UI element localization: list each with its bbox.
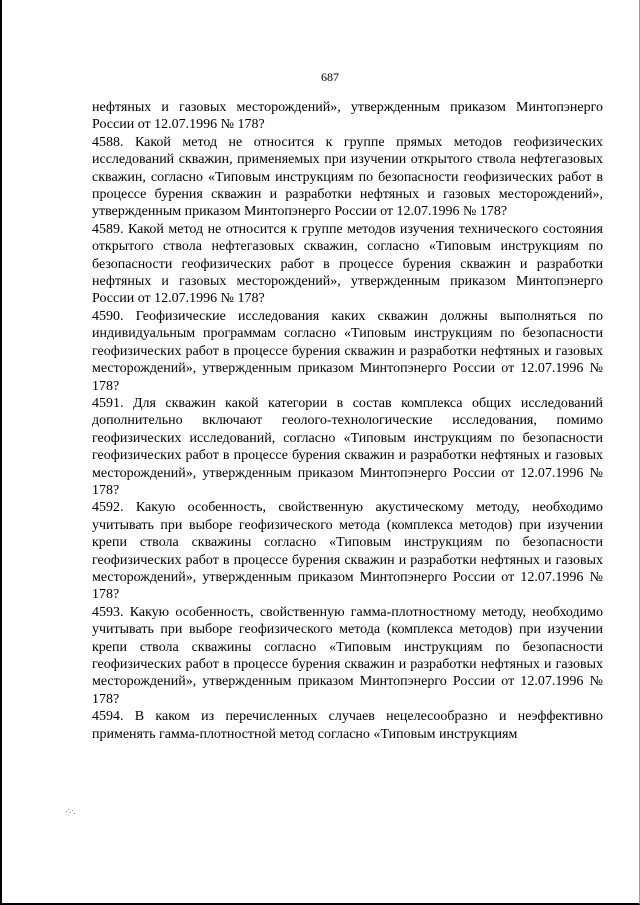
question-4592: 4592. Какую особенность, свойственную акустическому методу, необходимо учитывать при выборе геофизического метода (комплекса методов) при изучении крепи ствола скважины согласно «Типовым инструкциям по безопасности геофизических работ в процессе бурения скважин и разработки нефтяных и газовых месторождений», утвержденным приказом Минтопэнерго России от 12.07.1996 № 178?: [92, 500, 603, 603]
question-4589: 4589. Какой метод не относится к группе методов изучения технического состояния открытого ствола нефтегазовых скважин, согласно «Типовым инструкциям по безопасности геофизических работ в процессе бурения скважин и разработки нефтяных и газовых месторождений», утвержденным приказом Минтопэнерго России от 12.07.1996 № 178?: [92, 221, 603, 307]
scan-speck: [66, 808, 75, 814]
question-4594: 4594. В каком из перечисленных случаев нецелесообразно и неэффективно применять гамма-плотностной метод согласно «Типовым инструкциям: [92, 709, 603, 742]
question-4588: 4588. Какой метод не относится к группе прямых методов геофизических исследований скважин, применяемых при изучении открытого ствола нефтегазовых скважин, согласно «Типовым инструкциям по безопасности геофизических работ в процессе бурения скважин и разработки нефтяных и газовых месторождений», утвержденным приказом Минтопэнерго России от 12.07.1996 № 178?: [92, 134, 603, 220]
question-4591: 4591. Для скважин какой категории в состав комплекса общих исследований дополнительно включают геолого-технологические исследования, помимо геофизических исследований, согласно «Типовым инструкциям по безопасности геофизических работ в процессе бурения скважин и разработки нефтяных и газовых месторождений», утвержденным приказом Минтопэнерго России от 12.07.1996 № 178?: [92, 395, 603, 498]
question-4593: 4593. Какую особенность, свойственную гамма-плотностному методу, необходимо учитывать при выборе геофизического метода (комплекса методов) при изучении крепи ствола скважины согласно «Типовым инструкциям по безопасности геофизических работ в процессе бурения скважин и разработки нефтяных и газовых месторождений», утвержденным приказом Минтопэнерго России от 12.07.1996 № 178?: [92, 604, 603, 707]
page-number: 687: [321, 70, 339, 84]
question-4590: 4590. Геофизические исследования каких скважин должны выполняться по индивидуальным программам согласно «Типовым инструкциям по безопасности геофизических работ в процессе бурения скважин и разработки нефтяных и газовых месторождений», утвержденным приказом Минтопэнерго России от 12.07.1996 № 178?: [92, 308, 603, 394]
document-body: [92, 99, 603, 743]
paragraph-continuation: нефтяных и газовых месторождений», утвержденным приказом Минтопэнерго России от 12.07.1996 № 178?: [92, 100, 603, 133]
